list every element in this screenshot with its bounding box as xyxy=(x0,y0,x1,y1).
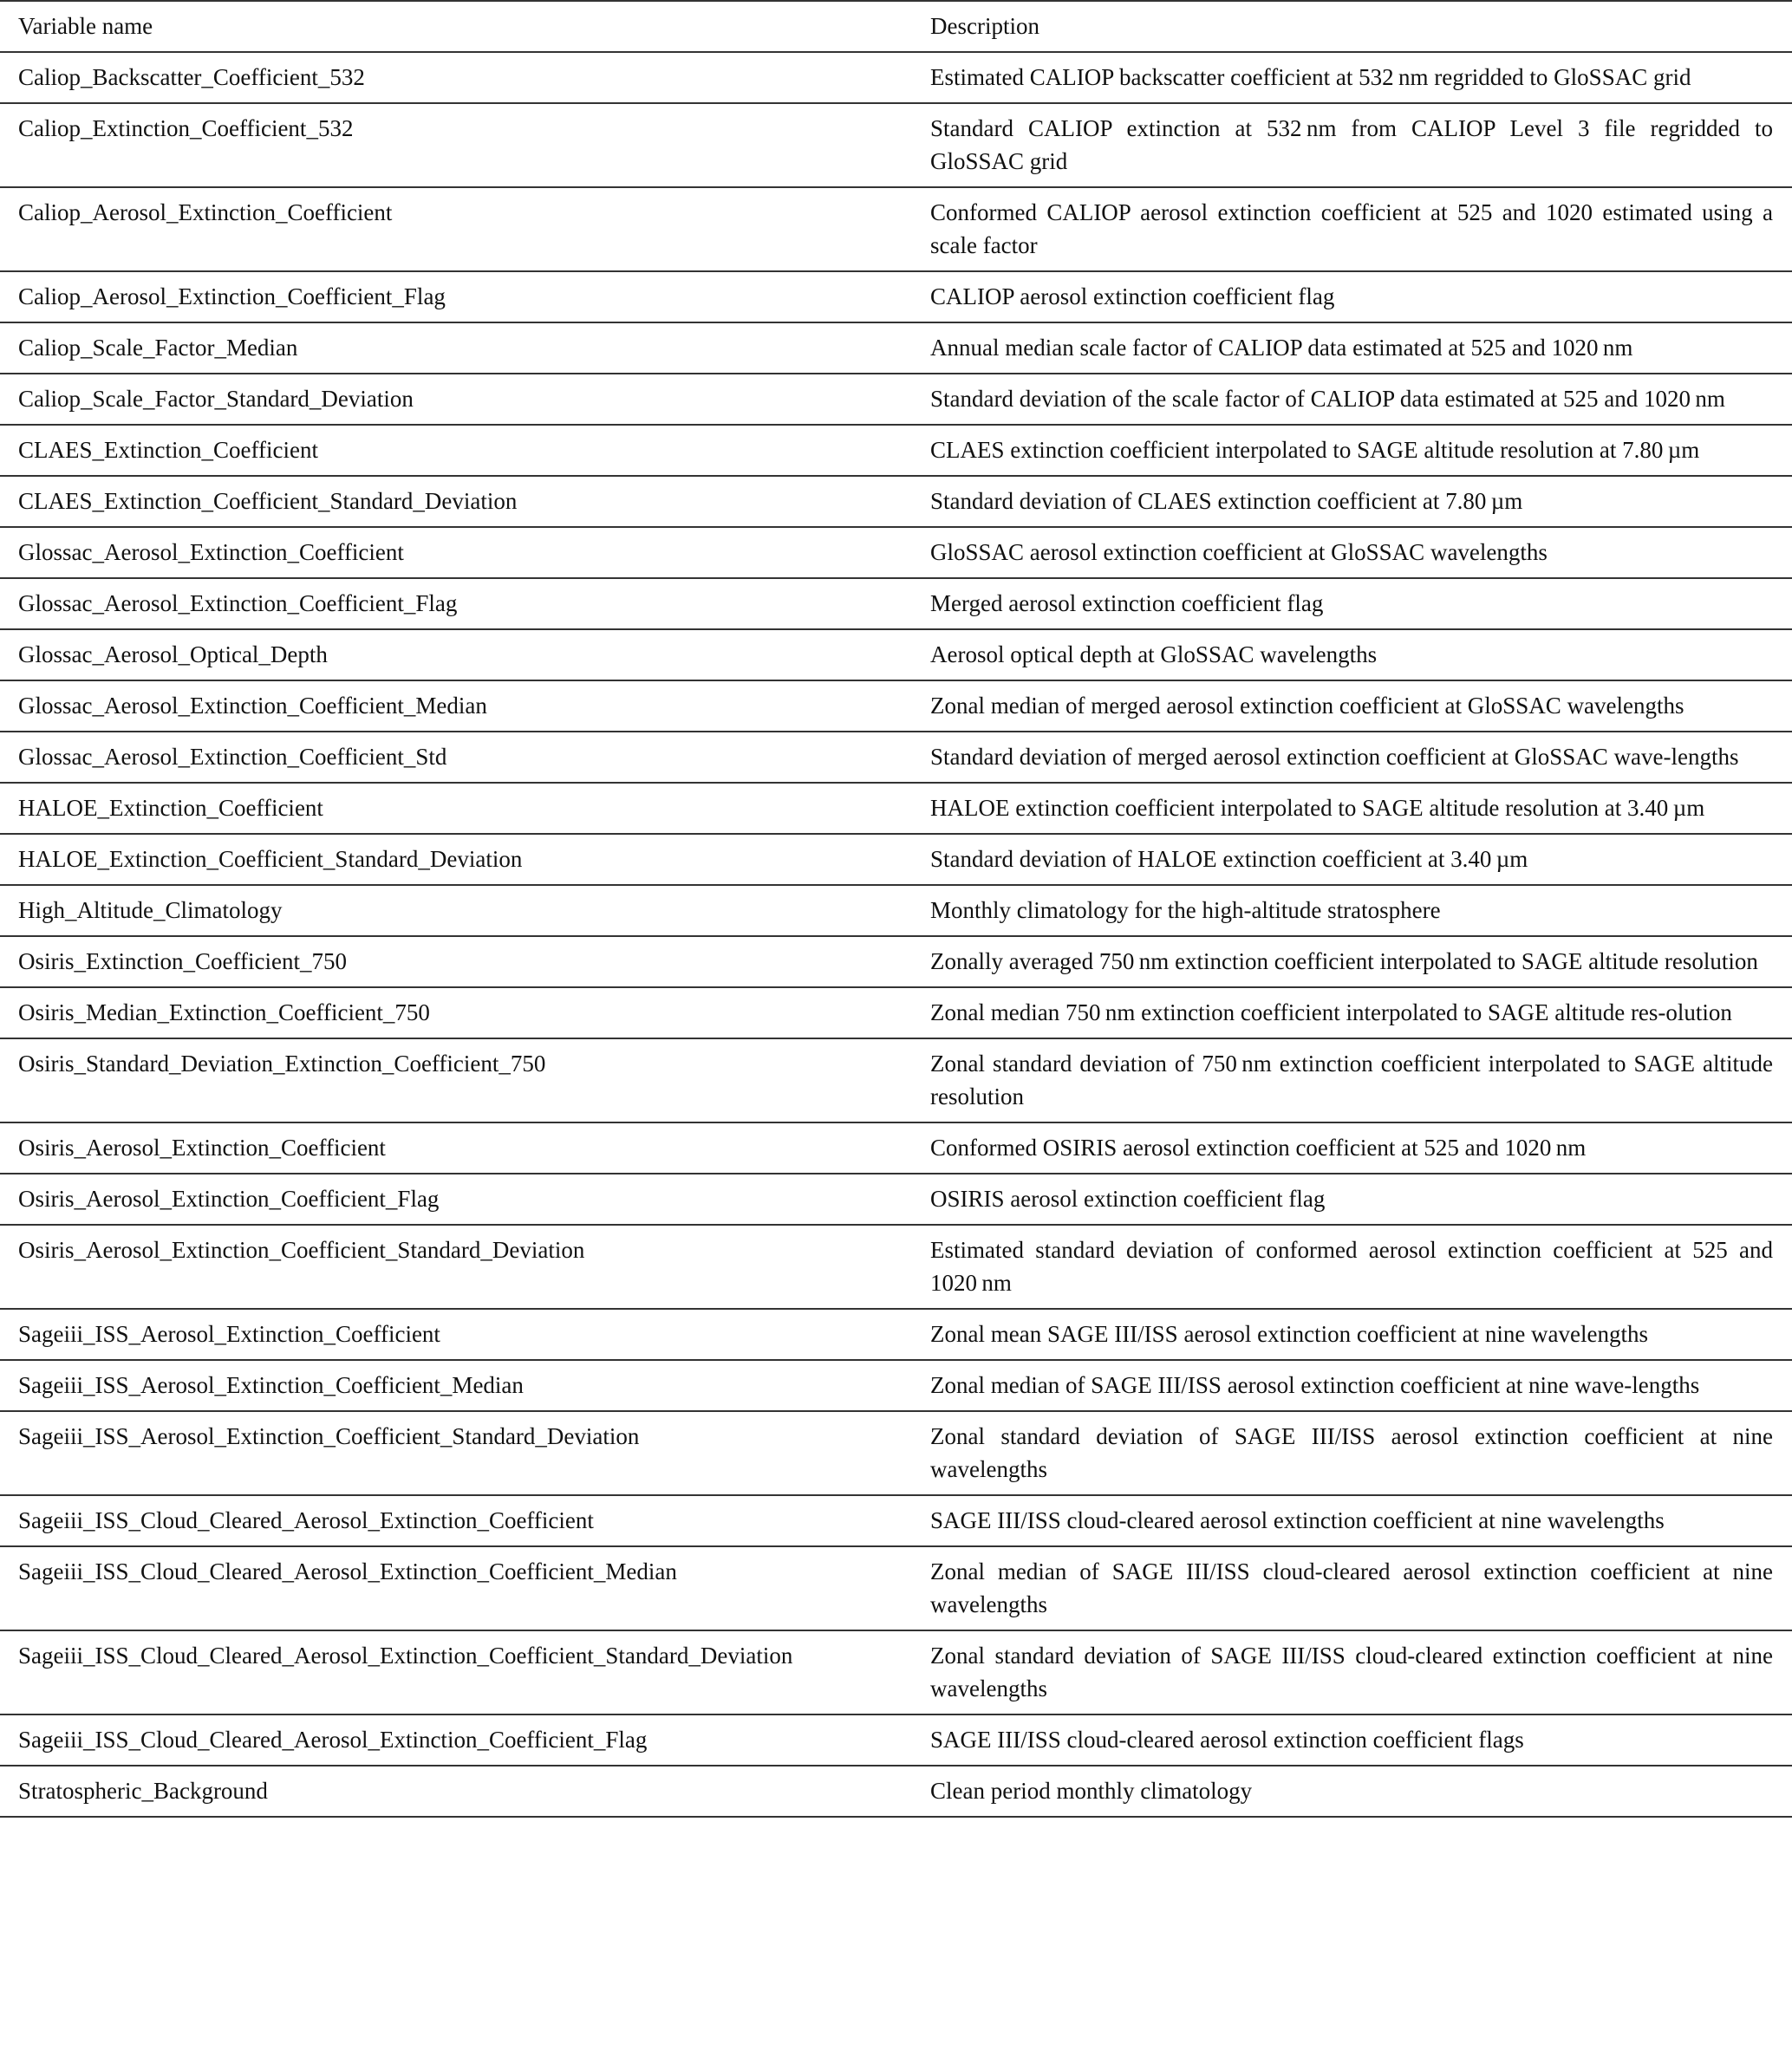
description-cell: CALIOP aerosol extinction coefficient flag xyxy=(930,283,1335,309)
table-row xyxy=(0,629,1792,680)
variable-name-cell: Glossac_Aerosol_Extinction_Coefficient_Flag xyxy=(18,590,458,616)
description-cell: Clean period monthly climatology xyxy=(930,1778,1253,1804)
variable-name-cell: CLAES_Extinction_Coefficient xyxy=(18,437,318,463)
description-cell: HALOE extinction coefficient interpolated to SAGE altitude resolution at 3.40 µm xyxy=(930,795,1705,821)
table-row xyxy=(0,732,1792,783)
variable-name-cell: Sageiii_ISS_Aerosol_Extinction_Coefficient xyxy=(18,1321,440,1347)
table-body xyxy=(0,52,1792,1817)
description-cell: Standard deviation of CLAES extinction coefficient at 7.80 µm xyxy=(930,488,1523,514)
variable-name-cell: Sageiii_ISS_Cloud_Cleared_Aerosol_Extinction_Coefficient_Flag xyxy=(18,1727,648,1753)
description-cell: Annual median scale factor of CALIOP data estimated at 525 and 1020 nm xyxy=(930,335,1633,361)
table-header-row xyxy=(0,1,1792,52)
variable-name-cell: Caliop_Extinction_Coefficient_532 xyxy=(18,115,354,141)
description-cell: Zonally averaged 750 nm extinction coefficient interpolated to SAGE altitude resolution xyxy=(930,948,1758,974)
table-row xyxy=(0,987,1792,1038)
description-cell: Zonal median of SAGE III/ISS aerosol extinction coefficient at nine wave-​lengths xyxy=(930,1372,1700,1398)
description-cell: Zonal standard deviation of 750 nm extinction coefficient interpolated to SAGE altitude resolution xyxy=(930,1051,1773,1109)
table-row xyxy=(0,1225,1792,1309)
variable-name-cell: CLAES_Extinction_Coefficient_Standard_Deviation xyxy=(18,488,518,514)
table-row xyxy=(0,1411,1792,1495)
table-row xyxy=(0,834,1792,885)
table-row xyxy=(0,187,1792,271)
variable-name-cell: Caliop_Scale_Factor_Standard_Deviation xyxy=(18,386,414,412)
table-row xyxy=(0,1766,1792,1817)
description-cell: SAGE III/ISS cloud-cleared aerosol extinction coefficient flags xyxy=(930,1727,1524,1753)
variable-name-cell: Sageiii_ISS_Cloud_Cleared_Aerosol_Extinction_Coefficient_Median xyxy=(18,1558,677,1584)
description-cell: Conformed CALIOP aerosol extinction coefficient at 525 and 1020 estimated using a scale factor xyxy=(930,199,1773,258)
description-cell: Standard CALIOP extinction at 532 nm from CALIOP Level 3 file regridded to GloSSAC grid xyxy=(930,115,1773,174)
description-cell: Merged aerosol extinction coefficient flag xyxy=(930,590,1324,616)
description-cell: Zonal median 750 nm extinction coefficient interpolated to SAGE altitude res-​olution xyxy=(930,999,1732,1025)
variable-name-cell: Glossac_Aerosol_Extinction_Coefficient_Std xyxy=(18,744,447,770)
table-row xyxy=(0,52,1792,103)
table-row xyxy=(0,425,1792,476)
table-row xyxy=(0,271,1792,322)
variable-name-cell: Sageiii_ISS_Aerosol_Extinction_Coefficient_Standard_Deviation xyxy=(18,1423,640,1449)
description-cell: Estimated CALIOP backscatter coefficient at 532 nm regridded to GloSSAC grid xyxy=(930,64,1691,90)
variable-name-cell: Glossac_Aerosol_Optical_Depth xyxy=(18,641,328,667)
table-row xyxy=(0,885,1792,936)
table-row xyxy=(0,476,1792,527)
table-row xyxy=(0,1174,1792,1225)
variable-name-cell: Glossac_Aerosol_Extinction_Coefficient xyxy=(18,539,404,565)
table-row xyxy=(0,1122,1792,1174)
description-cell: Standard deviation of merged aerosol extinction coefficient at GloSSAC wave-​lengths xyxy=(930,744,1739,770)
table-row xyxy=(0,680,1792,732)
description-cell: OSIRIS aerosol extinction coefficient flag xyxy=(930,1186,1326,1212)
variable-name-cell: Osiris_Standard_Deviation_Extinction_Coefficient_750 xyxy=(18,1051,546,1077)
description-cell: Standard deviation of HALOE extinction coefficient at 3.40 µm xyxy=(930,846,1528,872)
description-cell: Conformed OSIRIS aerosol extinction coefficient at 525 and 1020 nm xyxy=(930,1135,1587,1161)
variable-name-cell: Caliop_Backscatter_Coefficient_532 xyxy=(18,64,365,90)
table-row xyxy=(0,1495,1792,1546)
table-row xyxy=(0,936,1792,987)
table-row xyxy=(0,527,1792,578)
description-cell: Zonal median of merged aerosol extinction coefficient at GloSSAC wavelengths xyxy=(930,693,1684,719)
table-row xyxy=(0,1309,1792,1360)
table-row xyxy=(0,783,1792,834)
description-cell: Estimated standard deviation of conformed aerosol extinction coefficient at 525 and 1020 nm xyxy=(930,1237,1773,1296)
description-cell: CLAES extinction coefficient interpolated to SAGE altitude resolution at 7.80 µm xyxy=(930,437,1700,463)
table-row xyxy=(0,374,1792,425)
table-row xyxy=(0,322,1792,374)
variable-name-cell: Osiris_Aerosol_Extinction_Coefficient_Standard_Deviation xyxy=(18,1237,585,1263)
description-cell: Zonal standard deviation of SAGE III/ISS aerosol extinction coefficient at nine wavelengths xyxy=(930,1423,1773,1482)
variable-name-cell: Caliop_Scale_Factor_Median xyxy=(18,335,298,361)
description-cell: SAGE III/ISS cloud-cleared aerosol extinction coefficient at nine wavelengths xyxy=(930,1507,1665,1533)
variable-name-cell: HALOE_Extinction_Coefficient xyxy=(18,795,323,821)
variable-name-cell: High_Altitude_Climatology xyxy=(18,897,283,923)
description-cell: GloSSAC aerosol extinction coefficient at GloSSAC wavelengths xyxy=(930,539,1548,565)
variable-name-cell: Osiris_Extinction_Coefficient_750 xyxy=(18,948,347,974)
variable-name-cell: HALOE_Extinction_Coefficient_Standard_Deviation xyxy=(18,846,523,872)
variable-name-cell: Osiris_Aerosol_Extinction_Coefficient_Flag xyxy=(18,1186,440,1212)
variable-name-cell: Sageiii_ISS_Cloud_Cleared_Aerosol_Extinction_Coefficient xyxy=(18,1507,594,1533)
description-cell: Zonal mean SAGE III/ISS aerosol extinction coefficient at nine wavelengths xyxy=(930,1321,1649,1347)
description-cell: Aerosol optical depth at GloSSAC wavelengths xyxy=(930,641,1378,667)
table-row xyxy=(0,1038,1792,1122)
description-cell: Zonal standard deviation of SAGE III/ISS cloud-cleared extinction coefficient at nine wavelengths xyxy=(930,1643,1773,1701)
table-row xyxy=(0,1546,1792,1630)
table-row xyxy=(0,578,1792,629)
table-row xyxy=(0,1360,1792,1411)
variable-name-cell: Sageiii_ISS_Aerosol_Extinction_Coefficient_Median xyxy=(18,1372,524,1398)
table-row xyxy=(0,1630,1792,1714)
variable-name-cell: Caliop_Aerosol_Extinction_Coefficient xyxy=(18,199,393,225)
variable-name-cell: Glossac_Aerosol_Extinction_Coefficient_Median xyxy=(18,693,487,719)
column-header-variable-name: Variable name xyxy=(18,13,153,39)
variable-name-cell: Osiris_Median_Extinction_Coefficient_750 xyxy=(18,999,430,1025)
variable-name-cell: Stratospheric_Background xyxy=(18,1778,268,1804)
description-cell: Standard deviation of the scale factor of CALIOP data estimated at 525 and 1020 nm xyxy=(930,386,1725,412)
table-row xyxy=(0,1714,1792,1766)
variable-name-cell: Caliop_Aerosol_Extinction_Coefficient_Flag xyxy=(18,283,446,309)
column-header-description: Description xyxy=(930,13,1039,39)
description-cell: Zonal median of SAGE III/ISS cloud-cleared aerosol extinction coefficient at nine wavelengths xyxy=(930,1558,1773,1617)
description-cell: Monthly climatology for the high-altitude stratosphere xyxy=(930,897,1441,923)
table-row xyxy=(0,103,1792,187)
variable-name-cell: Sageiii_ISS_Cloud_Cleared_Aerosol_Extinction_Coefficient_Standard_Deviation xyxy=(18,1643,793,1669)
variable-name-cell: Osiris_Aerosol_Extinction_Coefficient xyxy=(18,1135,386,1161)
